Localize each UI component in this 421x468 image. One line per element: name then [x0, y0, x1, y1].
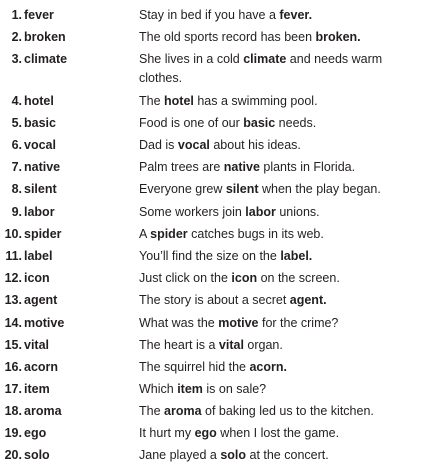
item-number: 12. [4, 271, 22, 285]
example-sentence [139, 336, 419, 355]
spelling-word: vital [24, 338, 50, 352]
item-number: 14. [4, 316, 22, 330]
sentence-text: is on sale? [202, 382, 267, 396]
item-number: 10. [4, 227, 22, 241]
item-number: 19. [4, 426, 22, 440]
sentence-text: Which [139, 382, 178, 396]
highlighted-word: icon [231, 271, 258, 285]
highlighted-word: ego [194, 426, 217, 440]
sentence-text: for the crime? [258, 316, 339, 330]
spelling-word: aroma [24, 404, 62, 418]
sentence-text: Some workers join [139, 205, 246, 219]
example-sentence [139, 136, 419, 155]
item-number: 16. [4, 360, 22, 374]
example-sentence [139, 424, 419, 443]
sentence-text: You’ll find the size on the [139, 249, 281, 263]
sentence-text: What was the [139, 316, 219, 330]
sentence-text: Stay in bed if you have a [139, 8, 280, 22]
sentence-text: on the screen. [257, 271, 340, 285]
example-sentence [139, 50, 419, 88]
spelling-word: silent [24, 182, 57, 196]
highlighted-word: vocal [177, 138, 210, 152]
sentence-text: The squirrel hid the [139, 360, 250, 374]
highlighted-word: motive [218, 316, 259, 330]
item-number: 17. [4, 382, 22, 396]
spelling-word: icon [24, 271, 50, 285]
spelling-word: ego [24, 426, 47, 440]
item-number: 9. [11, 205, 22, 219]
highlighted-word: labor [245, 205, 276, 219]
example-sentence [139, 380, 419, 399]
sentence-text: The old sports record has been [139, 30, 316, 44]
example-sentence [139, 180, 419, 199]
example-sentence [139, 314, 419, 333]
sentence-text: catches bugs in its web. [187, 227, 324, 241]
spelling-word: broken [24, 30, 66, 44]
highlighted-word: climate [243, 52, 287, 66]
sentence-text: of baking led us to the kitchen. [201, 404, 374, 418]
sentence-text: Dad is [139, 138, 178, 152]
highlighted-word: agent. [289, 293, 327, 307]
sentence-text: The story is about a secret [139, 293, 290, 307]
sentence-text: She lives in a cold [139, 52, 244, 66]
example-sentence [139, 225, 419, 244]
sentence-text: about his ideas. [209, 138, 301, 152]
highlighted-word: item [177, 382, 203, 396]
item-number: 20. [4, 448, 22, 462]
sentence-text: needs. [275, 116, 317, 130]
example-sentence [139, 446, 419, 465]
sentence-text: Everyone grew [139, 182, 226, 196]
highlighted-word: aroma [164, 404, 202, 418]
sentence-text: organ. [243, 338, 283, 352]
spelling-word: spider [24, 227, 62, 241]
spelling-word: basic [24, 116, 56, 130]
item-number: 7. [11, 160, 22, 174]
sentence-text: unions. [275, 205, 320, 219]
example-sentence [139, 402, 419, 421]
example-sentence [139, 203, 419, 222]
highlighted-word: vital [218, 338, 244, 352]
item-number: 11. [5, 249, 22, 263]
item-number: 5. [11, 116, 22, 130]
sentence-text: has a swimming pool. [193, 94, 318, 108]
example-sentence [139, 291, 419, 310]
spelling-word: native [24, 160, 61, 174]
sentence-text: Just click on the [139, 271, 232, 285]
highlighted-word: hotel [164, 94, 194, 108]
sentence-text: The heart is a [139, 338, 219, 352]
sentence-text: and needs warm clothes. [139, 52, 383, 85]
spelling-word: motive [24, 316, 65, 330]
sentence-text: at the concert. [246, 448, 329, 462]
highlighted-word: spider [150, 227, 188, 241]
sentence-text: Jane played a [139, 448, 221, 462]
item-number: 2. [11, 30, 22, 44]
item-number: 13. [4, 293, 22, 307]
item-number: 18. [4, 404, 22, 418]
example-sentence [139, 28, 419, 47]
sentence-text: plants in Florida. [259, 160, 356, 174]
spelling-word: vocal [24, 138, 56, 152]
spelling-word: acorn [24, 360, 59, 374]
sentence-text: when I lost the game. [216, 426, 340, 440]
highlighted-word: acorn. [249, 360, 287, 374]
example-sentence [139, 269, 419, 288]
spelling-word: hotel [24, 94, 54, 108]
sentence-text: A [139, 227, 151, 241]
spelling-word: solo [24, 448, 50, 462]
spelling-word: label [24, 249, 53, 263]
highlighted-word: solo [220, 448, 247, 462]
example-sentence [139, 6, 419, 25]
highlighted-word: fever. [279, 8, 313, 22]
item-number: 4. [11, 94, 22, 108]
spelling-word: fever [24, 8, 54, 22]
item-number: 8. [11, 182, 22, 196]
example-sentence [139, 247, 419, 266]
spelling-word: labor [24, 205, 55, 219]
spelling-word: agent [24, 293, 58, 307]
sentence-text: The [139, 404, 165, 418]
example-sentence [139, 92, 419, 111]
sentence-text: Palm trees are [139, 160, 224, 174]
sentence-text: when the play began. [258, 182, 381, 196]
highlighted-word: basic [243, 116, 276, 130]
highlighted-word: broken. [315, 30, 361, 44]
example-sentence [139, 158, 419, 177]
highlighted-word: silent [225, 182, 259, 196]
spelling-word: climate [24, 52, 68, 66]
item-number: 6. [11, 138, 22, 152]
example-sentence [139, 358, 419, 377]
sentence-text: It hurt my [139, 426, 195, 440]
highlighted-word: label. [280, 249, 313, 263]
spelling-word: item [24, 382, 50, 396]
sentence-text: Food is one of our [139, 116, 244, 130]
highlighted-word: native [223, 160, 260, 174]
example-sentence [139, 114, 419, 133]
item-number: 15. [4, 338, 22, 352]
item-number: 1. [11, 8, 22, 22]
item-number: 3. [11, 52, 22, 66]
sentence-text: The [139, 94, 165, 108]
